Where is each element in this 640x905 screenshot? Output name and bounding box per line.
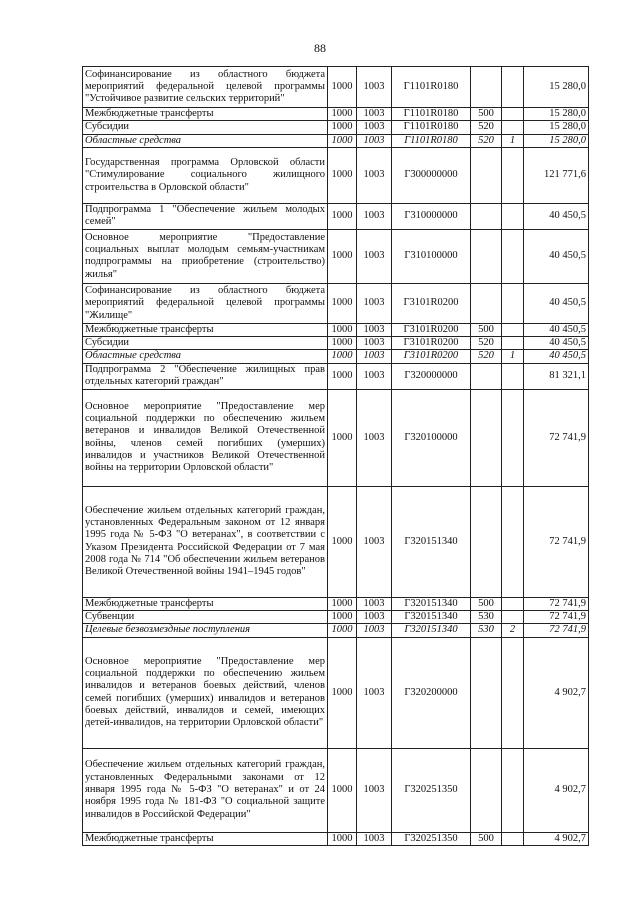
row-name: Основное мероприятие "Предоставление социальных выплат молодым семьям-участникам подпрограммы на приобретение (строительство) жилья": [83, 229, 328, 283]
row-section: 1000: [328, 147, 357, 203]
row-source: [502, 832, 524, 845]
row-name: Целевые безвозмездные поступления: [83, 624, 328, 637]
page-number: 88: [314, 41, 326, 55]
table-row: [83, 147, 589, 203]
table-row: [83, 337, 589, 350]
row-target-article: Г3101R0200: [392, 337, 471, 350]
row-section: 1000: [328, 229, 357, 283]
row-expense-type: 500: [471, 108, 502, 121]
row-name: Субсидии: [83, 121, 328, 134]
row-expense-type: [471, 637, 502, 748]
row-name: Подпрограмма 1 "Обеспечение жильем молодых семей": [83, 203, 328, 229]
budget-table: [82, 66, 589, 846]
row-expense-type: 520: [471, 121, 502, 134]
row-expense-type: [471, 203, 502, 229]
row-subsection: 1003: [357, 337, 392, 350]
row-target-article: Г320151340: [392, 624, 471, 637]
row-section: 1000: [328, 748, 357, 832]
row-target-article: Г1101R0180: [392, 67, 471, 108]
row-section: 1000: [328, 337, 357, 350]
row-source: [502, 597, 524, 610]
table-row: [83, 323, 589, 336]
row-source: [502, 389, 524, 486]
row-sum: 72 741,9: [524, 597, 589, 610]
row-subsection: 1003: [357, 611, 392, 624]
row-sum: 40 450,5: [524, 229, 589, 283]
row-target-article: Г320000000: [392, 363, 471, 389]
row-name: Межбюджетные трансферты: [83, 597, 328, 610]
table-row: [83, 229, 589, 283]
row-source: [502, 486, 524, 597]
row-section: 1000: [328, 203, 357, 229]
row-subsection: 1003: [357, 147, 392, 203]
row-section: 1000: [328, 121, 357, 134]
row-name: Субвенции: [83, 611, 328, 624]
row-source: [502, 147, 524, 203]
row-section: 1000: [328, 832, 357, 845]
row-section: 1000: [328, 323, 357, 336]
row-source: [502, 637, 524, 748]
row-subsection: 1003: [357, 67, 392, 108]
row-expense-type: 520: [471, 134, 502, 147]
table-row: [83, 748, 589, 832]
row-expense-type: 500: [471, 597, 502, 610]
row-target-article: Г320251350: [392, 832, 471, 845]
row-target-article: Г1101R0180: [392, 134, 471, 147]
row-name: Межбюджетные трансферты: [83, 832, 328, 845]
table-row: [83, 832, 589, 845]
row-expense-type: 530: [471, 611, 502, 624]
table-row: [83, 624, 589, 637]
row-target-article: Г3101R0200: [392, 283, 471, 323]
row-target-article: Г320251350: [392, 748, 471, 832]
row-subsection: 1003: [357, 486, 392, 597]
row-name: Софинансирование из областного бюджета мероприятий федеральной целевой программы "Жилище": [83, 283, 328, 323]
row-name: Обеспечение жильем отдельных категорий граждан, установленных Федеральными законами от 12 января 1995 года № 5-ФЗ "О ветеранах" и от 24 ноября 1995 года № 181-ФЗ "О социальной защите инвалидов в Российской Федерации": [83, 748, 328, 832]
row-expense-type: [471, 389, 502, 486]
row-sum: 4 902,7: [524, 748, 589, 832]
row-sum: 81 321,1: [524, 363, 589, 389]
row-subsection: 1003: [357, 637, 392, 748]
row-sum: 15 280,0: [524, 67, 589, 108]
row-section: 1000: [328, 108, 357, 121]
row-sum: 40 450,5: [524, 323, 589, 336]
row-sum: 72 741,9: [524, 624, 589, 637]
row-subsection: 1003: [357, 389, 392, 486]
row-subsection: 1003: [357, 283, 392, 323]
table-row: [83, 283, 589, 323]
row-subsection: 1003: [357, 121, 392, 134]
row-sum: 15 280,0: [524, 121, 589, 134]
row-name: Основное мероприятие "Предоставление мер социальной поддержки по обеспечению жильем инвалидов и ветеранов боевых действий, членов семей погибших (умерших) инвалидов и ветеранов боевых действий, инвалидов и семей, имеющих детей-инвалидов, на территории Орловской области": [83, 637, 328, 748]
row-target-article: Г1101R0180: [392, 108, 471, 121]
row-subsection: 1003: [357, 363, 392, 389]
table-row: [83, 350, 589, 363]
row-expense-type: [471, 229, 502, 283]
table-row: [83, 597, 589, 610]
row-sum: 121 771,6: [524, 147, 589, 203]
row-sum: 40 450,5: [524, 283, 589, 323]
row-subsection: 1003: [357, 832, 392, 845]
row-section: 1000: [328, 611, 357, 624]
row-subsection: 1003: [357, 597, 392, 610]
row-sum: 40 450,5: [524, 350, 589, 363]
row-source: [502, 67, 524, 108]
row-target-article: Г320100000: [392, 389, 471, 486]
row-source: [502, 229, 524, 283]
row-name: Межбюджетные трансферты: [83, 108, 328, 121]
row-target-article: Г310000000: [392, 203, 471, 229]
row-source: 2: [502, 624, 524, 637]
row-section: 1000: [328, 363, 357, 389]
row-name: Государственная программа Орловской области "Стимулирование социального жилищного строительства в Орловской области": [83, 147, 328, 203]
row-subsection: 1003: [357, 203, 392, 229]
row-target-article: Г320151340: [392, 611, 471, 624]
row-expense-type: 520: [471, 350, 502, 363]
row-source: [502, 108, 524, 121]
row-sum: 72 741,9: [524, 389, 589, 486]
row-expense-type: 500: [471, 832, 502, 845]
row-expense-type: [471, 283, 502, 323]
row-target-article: Г3101R0200: [392, 350, 471, 363]
row-target-article: Г320151340: [392, 597, 471, 610]
row-source: [502, 337, 524, 350]
row-source: [502, 363, 524, 389]
row-section: 1000: [328, 134, 357, 147]
table-row: [83, 121, 589, 134]
table-row: [83, 134, 589, 147]
row-expense-type: [471, 67, 502, 108]
table-row: [83, 108, 589, 121]
row-source: [502, 748, 524, 832]
row-subsection: 1003: [357, 108, 392, 121]
row-source: [502, 203, 524, 229]
table-row: [83, 389, 589, 486]
table-body: [83, 67, 589, 846]
row-name: Областные средства: [83, 350, 328, 363]
row-sum: 40 450,5: [524, 203, 589, 229]
row-section: 1000: [328, 597, 357, 610]
row-section: 1000: [328, 389, 357, 486]
row-expense-type: 530: [471, 624, 502, 637]
row-expense-type: 500: [471, 323, 502, 336]
row-target-article: Г3101R0200: [392, 323, 471, 336]
row-source: [502, 323, 524, 336]
table-row: [83, 363, 589, 389]
row-sum: 15 280,0: [524, 108, 589, 121]
row-source: 1: [502, 134, 524, 147]
row-sum: 72 741,9: [524, 611, 589, 624]
row-subsection: 1003: [357, 624, 392, 637]
row-subsection: 1003: [357, 134, 392, 147]
row-section: 1000: [328, 67, 357, 108]
row-target-article: Г300000000: [392, 147, 471, 203]
row-subsection: 1003: [357, 748, 392, 832]
row-subsection: 1003: [357, 229, 392, 283]
row-sum: 4 902,7: [524, 832, 589, 845]
row-expense-type: [471, 748, 502, 832]
table-row: [83, 611, 589, 624]
row-expense-type: [471, 363, 502, 389]
row-target-article: Г1101R0180: [392, 121, 471, 134]
row-section: 1000: [328, 283, 357, 323]
row-subsection: 1003: [357, 350, 392, 363]
row-source: [502, 611, 524, 624]
table-row: [83, 637, 589, 748]
row-target-article: Г320151340: [392, 486, 471, 597]
table-row: [83, 203, 589, 229]
row-name: Областные средства: [83, 134, 328, 147]
table-row: [83, 67, 589, 108]
row-target-article: Г310100000: [392, 229, 471, 283]
row-section: 1000: [328, 637, 357, 748]
row-name: Субсидии: [83, 337, 328, 350]
row-source: [502, 121, 524, 134]
row-expense-type: [471, 147, 502, 203]
row-sum: 40 450,5: [524, 337, 589, 350]
row-section: 1000: [328, 350, 357, 363]
row-name: Подпрограмма 2 "Обеспечение жилищных прав отдельных категорий граждан": [83, 363, 328, 389]
row-section: 1000: [328, 486, 357, 597]
row-source: [502, 283, 524, 323]
row-source: 1: [502, 350, 524, 363]
row-section: 1000: [328, 624, 357, 637]
row-expense-type: 520: [471, 337, 502, 350]
row-expense-type: [471, 486, 502, 597]
row-name: Обеспечение жильем отдельных категорий граждан, установленных Федеральным законом от 12 января 1995 года № 5-ФЗ "О ветеранах", в соответствии с Указом Президента Российской Федерации от 7 мая 2008 года № 714 "Об обеспечении жильем ветеранов Великой Отечественной войны 1941–1945 годов": [83, 486, 328, 597]
row-target-article: Г320200000: [392, 637, 471, 748]
table-row: [83, 486, 589, 597]
row-sum: 72 741,9: [524, 486, 589, 597]
row-sum: 15 280,0: [524, 134, 589, 147]
row-sum: 4 902,7: [524, 637, 589, 748]
row-name: Межбюджетные трансферты: [83, 323, 328, 336]
row-name: Основное мероприятие "Предоставление мер социальной поддержки по обеспечению жильем ветеранов и инвалидов Великой Отечественной войны, членов семей погибших (умерших) инвалидов и участников Великой Отечественной войны на территории Орловской области": [83, 389, 328, 486]
row-name: Софинансирование из областного бюджета мероприятий федеральной целевой программы "Устойчивое развитие сельских территорий": [83, 67, 328, 108]
row-subsection: 1003: [357, 323, 392, 336]
